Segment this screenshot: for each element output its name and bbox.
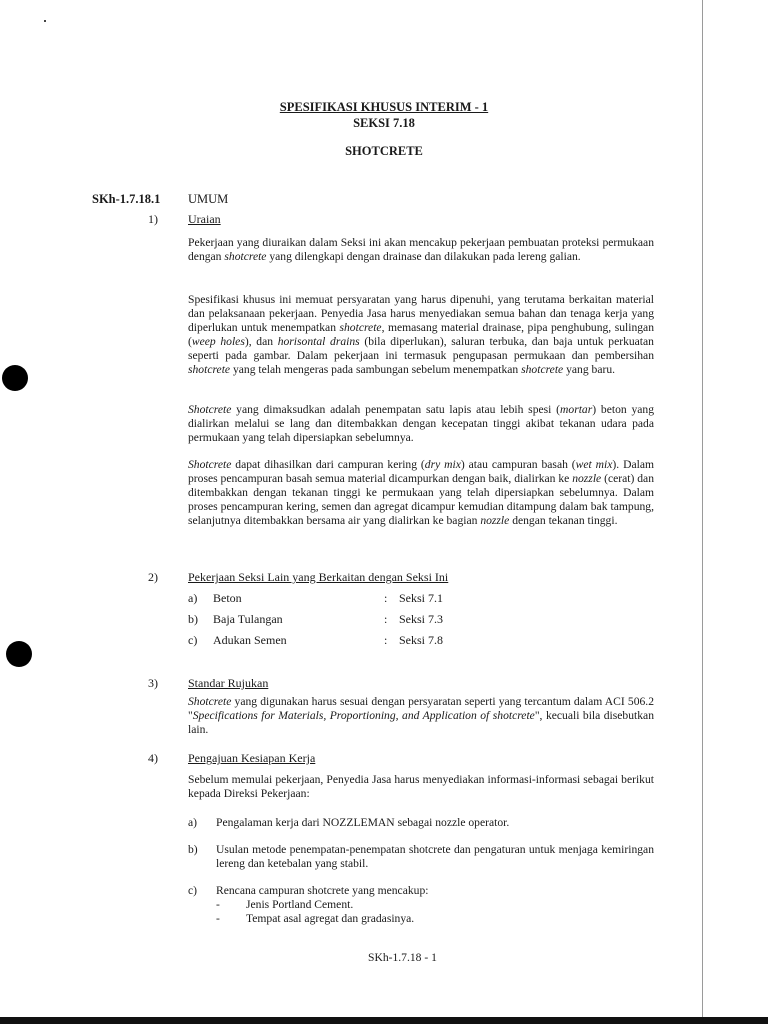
row-colon: : xyxy=(384,633,388,647)
item-text: Rencana campuran shotcrete yang mencakup: xyxy=(216,884,429,897)
subsection-4-number: 4) xyxy=(148,751,158,765)
item-letter: b) xyxy=(188,843,198,856)
bullet-dash: - xyxy=(216,912,220,925)
subsection-1-title: Uraian xyxy=(188,212,221,226)
bullet-text: Tempat asal agregat dan gradasinya. xyxy=(246,912,415,925)
item-letter: c) xyxy=(188,884,198,897)
subsection-3-title: Standar Rujukan xyxy=(188,676,269,690)
row-ref: Seksi 7.8 xyxy=(399,633,444,647)
scan-speck xyxy=(44,20,46,22)
paragraph-1-3: Shotcrete yang dimaksudkan adalah penempatan satu lapis atau lebih spesi (mortar) beton yang dialirkan melalui se lang dan ditembakkan dengan kecepatan tinggi akibat tekanan udara pada permukaan yang telah dipersiapkan sebelumnya. xyxy=(188,403,654,444)
subsection-1-number: 1) xyxy=(148,212,158,226)
section-title: UMUM xyxy=(188,192,229,206)
related-section-row xyxy=(188,633,488,649)
page-footer: SKh-1.7.18 - 1 xyxy=(368,951,437,964)
related-section-row xyxy=(188,612,488,628)
paragraph-1-4: Shotcrete dapat dihasilkan dari campuran kering (dry mix) atau campuran basah (wet mix). Dalam proses pencampuran basah semua material dicampurkan dengan baik, dialirkan ke nozzle (cerat) dan ditembakkan dengan tekanan tinggi ke permukaan yang telah dipersiapkan sebelumnya. Dalam proses pencampuran kering, semen dan agregat dicampur kemudian ditampung dalam bak tampung, selanjutnya ditembakkan bersama air yang dialirkan ke bagian nozzle dengan tekanan tinggi. xyxy=(188,458,654,527)
document-subject: SHOTCRETE xyxy=(345,144,423,158)
row-colon: : xyxy=(384,591,388,605)
punch-hole-upper xyxy=(2,365,28,391)
row-letter: c) xyxy=(188,633,198,647)
bullet-text: Jenis Portland Cement. xyxy=(246,898,354,911)
row-colon: : xyxy=(384,612,388,626)
row-name: Baja Tulangan xyxy=(213,612,283,626)
subsection-2-number: 2) xyxy=(148,570,158,584)
row-ref: Seksi 7.1 xyxy=(399,591,444,605)
punch-hole-lower xyxy=(6,641,32,667)
row-letter: b) xyxy=(188,612,198,626)
section-code: SKh-1.7.18.1 xyxy=(92,192,161,206)
paragraph-3-1: Shotcrete yang digunakan harus sesuai dengan persyaratan seperti yang tercantum dalam ACI 506.2 "Specifications for Materials, Proportioning, and Application of shotcrete", kecuali bila disebutkan lain. xyxy=(188,695,654,736)
paragraph-4-1: Sebelum memulai pekerjaan, Penyedia Jasa harus menyediakan informasi-informasi sebagai berikut kepada Direksi Pekerjaan: xyxy=(188,773,654,800)
subsection-2-title: Pekerjaan Seksi Lain yang Berkaitan dengan Seksi Ini xyxy=(188,570,449,584)
paragraph-1-1: Pekerjaan yang diuraikan dalam Seksi ini akan mencakup pekerjaan pembuatan proteksi permukaan dengan shotcrete yang dilengkapi dengan drainase dan dilakukan pada lereng galian. xyxy=(188,236,654,263)
document-title: SPESIFIKASI KHUSUS INTERIM - 1 xyxy=(279,100,489,114)
row-name: Adukan Semen xyxy=(213,633,287,647)
paragraph-1-2: Spesifikasi khusus ini memuat persyaratan yang harus dipenuhi, yang terutama berkaitan material dan pelaksanaan pekerjaan. Penyedia Jasa harus menyediakan semua bahan dan tenaga kerja yang diperlukan untuk menempatkan shotcrete, memasang material drainase, pipa penghubung, sulingan (weep holes), dan horisontal drains (bila diperlukan), saluran terbuka, dan baja untuk perkuatan seperti pada gambar. Dalam pekerjaan ini termasuk pengupasan permukaan dan pembersihan shotcrete yang telah mengeras pada sambungan sebelum menempatkan shotcrete yang baru. xyxy=(188,293,654,376)
item-letter: a) xyxy=(188,816,198,829)
item-text: Usulan metode penempatan-penempatan shotcrete dan pengaturan untuk menjaga kemiringan lereng dan ketebalan yang stabil. xyxy=(216,843,654,870)
scan-bottom-edge xyxy=(0,1017,768,1024)
row-letter: a) xyxy=(188,591,198,605)
item-text: Pengalaman kerja dari NOZZLEMAN sebagai nozzle operator. xyxy=(216,816,510,829)
row-ref: Seksi 7.3 xyxy=(399,612,444,626)
bullet-dash: - xyxy=(216,898,220,911)
row-name: Beton xyxy=(213,591,242,605)
subsection-4-title: Pengajuan Kesiapan Kerja xyxy=(188,751,316,765)
related-section-row xyxy=(188,591,488,607)
section-number: SEKSI 7.18 xyxy=(353,116,415,130)
subsection-3-number: 3) xyxy=(148,676,158,690)
